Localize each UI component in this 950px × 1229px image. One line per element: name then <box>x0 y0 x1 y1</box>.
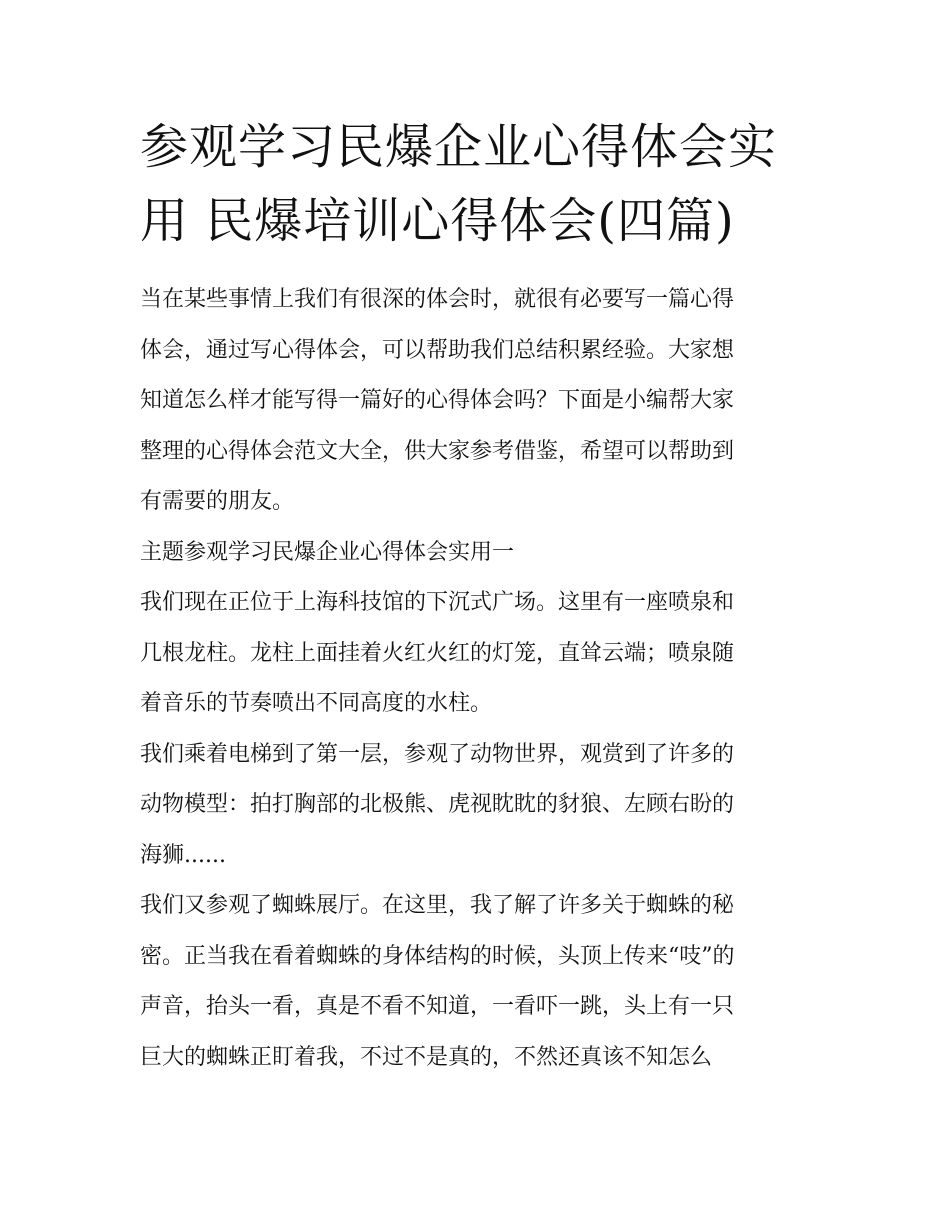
document-title <box>140 110 820 258</box>
body-line: 整理的心得体会范文大全，供大家参考借鉴，希望可以帮助到 <box>140 438 735 464</box>
body-line: 声音，抬头一看，真是不看不知道，一看吓一跳，头上有一只 <box>140 994 735 1019</box>
body-line: 着音乐的节奏喷出不同高度的水柱。 <box>140 691 493 716</box>
body-line: 几根龙柱。龙柱上面挂着火红火红的灯笼，直耸云端；喷泉随 <box>140 640 735 666</box>
body-line: 动物模型：拍打胸部的北极熊、虎视眈眈的豺狼、左顾右盼的 <box>140 792 735 817</box>
body-line: 知道怎么样才能写得一篇好的心得体会吗？下面是小编帮大家 <box>140 388 735 413</box>
body-line: 我们乘着电梯到了第一层，参观了动物世界，观赏到了许多的 <box>140 741 735 767</box>
body-line: 密。正当我在看着蜘蛛的身体结构的时候，头顶上传来“吱”的 <box>140 943 735 969</box>
title-line: 参观学习民爆企业心得体会实 <box>140 119 778 175</box>
title-line: 用 民爆培训心得体会(四篇) <box>140 193 735 249</box>
body-line: 我们现在正位于上海科技馆的下沉式广场。这里有一座喷泉和 <box>140 590 735 615</box>
body-line: 我们又参观了蜘蛛展厅。在这里，我了解了许多关于蜘蛛的秘 <box>140 893 735 918</box>
body-line: 巨大的蜘蛛正盯着我，不过不是真的，不然还真该不知怎么 <box>140 1044 713 1070</box>
body-line: 体会，通过写心得体会，可以帮助我们总结积累经验。大家想 <box>140 337 735 363</box>
section-heading: 主题参观学习民爆企业心得体会实用一 <box>140 539 515 565</box>
body-line: 海狮...... <box>140 842 226 868</box>
document-body <box>140 275 812 1083</box>
body-line: 当在某些事情上我们有很深的体会时，就很有必要写一篇心得 <box>140 287 735 312</box>
body-line: 有需要的朋友。 <box>140 489 295 514</box>
